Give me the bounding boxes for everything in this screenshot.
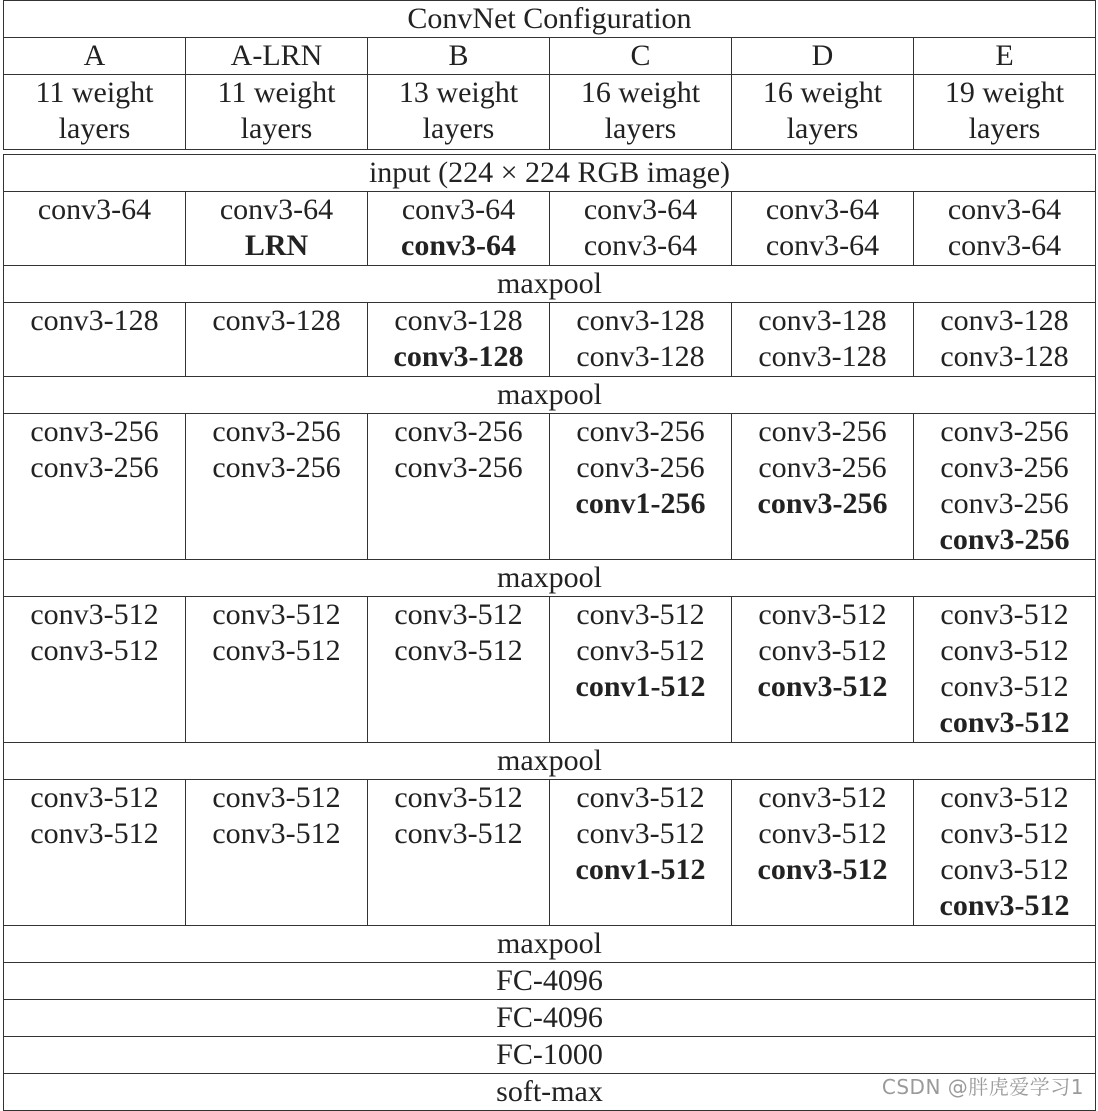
fc-row: [4, 963, 1096, 1000]
conv-cell: [4, 303, 186, 377]
conv-layer: conv3-64: [947, 229, 1062, 262]
conv-layer: conv3-128: [758, 304, 887, 337]
conv-layer: conv3-64: [219, 193, 334, 226]
conv-block-row: [4, 780, 1096, 926]
conv-layer: conv3-512: [30, 598, 159, 631]
maxpool-layer: maxpool: [4, 743, 1096, 780]
conv-block-row: [4, 192, 1096, 266]
column-name: A: [4, 38, 186, 75]
conv-layer: conv3-512: [394, 598, 523, 631]
conv-cell: [186, 303, 368, 377]
conv-layer: conv3-256: [30, 451, 159, 484]
conv-cell: [368, 597, 550, 743]
pool-row: [4, 266, 1096, 303]
conv-layer: conv3-256: [758, 451, 887, 484]
conv-layer: conv3-64: [401, 193, 516, 226]
conv-layer: conv3-512: [940, 853, 1069, 886]
conv-layer: conv3-64: [583, 193, 698, 226]
conv-layer: conv3-256: [940, 451, 1069, 484]
added-layer: conv1-256: [575, 487, 706, 520]
conv-layer: conv3-256: [576, 415, 705, 448]
conv-layer: conv3-512: [940, 781, 1069, 814]
conv-cell: [368, 414, 550, 560]
fc-layer: FC-4096: [4, 963, 1096, 1000]
maxpool-layer: maxpool: [4, 377, 1096, 414]
added-layer: conv3-512: [939, 889, 1070, 922]
conv-cell: [186, 780, 368, 926]
depth-line: layers: [422, 112, 495, 145]
column-depth: [4, 75, 186, 150]
column-name: B: [368, 38, 550, 75]
conv-block-row: [4, 597, 1096, 743]
added-layer: conv3-64: [401, 229, 516, 262]
conv-layer: conv3-512: [758, 781, 887, 814]
conv-layer: conv3-512: [212, 634, 341, 667]
conv-cell: [914, 414, 1096, 560]
added-layer: conv3-512: [939, 706, 1070, 739]
depth-line: 16 weight: [580, 76, 701, 109]
conv-layer: conv3-256: [394, 451, 523, 484]
depth-line: 11 weight: [35, 76, 154, 109]
conv-cell: [732, 780, 914, 926]
conv-layer: conv3-512: [576, 817, 705, 850]
conv-layer: conv3-512: [940, 817, 1069, 850]
fc-row: [4, 1000, 1096, 1037]
input-layer: input (224 × 224 RGB image): [4, 155, 1096, 192]
conv-layer: conv3-512: [212, 598, 341, 631]
added-layer: conv1-512: [575, 670, 706, 703]
column-depth: [550, 75, 732, 150]
conv-layer: conv3-64: [765, 193, 880, 226]
column-depth-row: [4, 75, 1096, 150]
conv-layer: conv3-256: [212, 415, 341, 448]
conv-layer: conv3-128: [394, 304, 523, 337]
conv-layer: conv3-256: [576, 451, 705, 484]
conv-layer: conv3-64: [947, 193, 1062, 226]
conv-cell: [4, 192, 186, 266]
column-name: D: [732, 38, 914, 75]
conv-layer: conv3-128: [212, 304, 341, 337]
conv-cell: [732, 597, 914, 743]
conv-layer: conv3-512: [394, 634, 523, 667]
watermark: CSDN @胖虎爱学习1: [881, 1075, 1084, 1099]
conv-layer: conv3-256: [758, 415, 887, 448]
conv-layer: conv3-512: [940, 634, 1069, 667]
conv-cell: [368, 780, 550, 926]
conv-cell: [4, 597, 186, 743]
conv-block-row: [4, 303, 1096, 377]
conv-layer: conv3-512: [394, 781, 523, 814]
pool-row: [4, 743, 1096, 780]
conv-cell: [914, 780, 1096, 926]
conv-layer: conv3-512: [576, 781, 705, 814]
conv-layer: conv3-512: [30, 817, 159, 850]
column-name-row: [4, 38, 1096, 75]
conv-layer: conv3-512: [940, 598, 1069, 631]
depth-line: layers: [240, 112, 313, 145]
conv-layer: conv3-256: [940, 415, 1069, 448]
column-name: A-LRN: [186, 38, 368, 75]
conv-layer: conv3-256: [940, 487, 1069, 520]
conv-layer: conv3-512: [758, 634, 887, 667]
conv-cell: [914, 597, 1096, 743]
depth-line: layers: [604, 112, 677, 145]
column-name: C: [550, 38, 732, 75]
conv-layer: conv3-512: [212, 781, 341, 814]
conv-layer: conv3-512: [758, 817, 887, 850]
depth-line: 19 weight: [944, 76, 1065, 109]
conv-layer: conv3-128: [940, 304, 1069, 337]
conv-layer: conv3-512: [576, 634, 705, 667]
conv-layer: conv3-128: [30, 304, 159, 337]
conv-layer: conv3-64: [37, 193, 152, 226]
conv-layer: conv3-256: [212, 451, 341, 484]
column-depth: [732, 75, 914, 150]
conv-cell: [4, 780, 186, 926]
conv-layer: conv3-512: [576, 598, 705, 631]
added-layer: conv3-256: [757, 487, 888, 520]
column-name: E: [914, 38, 1096, 75]
conv-cell: [186, 414, 368, 560]
depth-line: layers: [58, 112, 131, 145]
conv-layer: conv3-512: [758, 598, 887, 631]
conv-layer: conv3-128: [940, 340, 1069, 373]
maxpool-layer: maxpool: [4, 560, 1096, 597]
maxpool-layer: maxpool: [4, 266, 1096, 303]
conv-layer: conv3-512: [394, 817, 523, 850]
pool-row: [4, 926, 1096, 963]
conv-layer: conv3-64: [583, 229, 698, 262]
conv-layer: conv3-512: [30, 781, 159, 814]
table-title: ConvNet Configuration: [4, 1, 1096, 38]
conv-cell: [732, 192, 914, 266]
conv-cell: [550, 780, 732, 926]
conv-cell: [550, 192, 732, 266]
conv-cell: [186, 192, 368, 266]
conv-layer: conv3-512: [30, 634, 159, 667]
conv-layer: conv3-128: [576, 340, 705, 373]
pool-row: [4, 377, 1096, 414]
column-depth: [186, 75, 368, 150]
title-row: [4, 1, 1096, 38]
conv-cell: [550, 303, 732, 377]
depth-line: 13 weight: [398, 76, 519, 109]
fc-row: [4, 1037, 1096, 1074]
conv-cell: [732, 303, 914, 377]
conv-cell: [550, 414, 732, 560]
added-layer: conv1-512: [575, 853, 706, 886]
conv-block-row: [4, 414, 1096, 560]
conv-cell: [368, 303, 550, 377]
added-layer: LRN: [244, 229, 309, 262]
conv-layer: conv3-512: [212, 817, 341, 850]
conv-layer: conv3-256: [30, 415, 159, 448]
depth-line: layers: [786, 112, 859, 145]
depth-line: 16 weight: [762, 76, 883, 109]
depth-line: 11 weight: [217, 76, 336, 109]
added-layer: conv3-256: [939, 523, 1070, 556]
conv-cell: [914, 303, 1096, 377]
conv-cell: [550, 597, 732, 743]
conv-layer: conv3-512: [940, 670, 1069, 703]
conv-layer: conv3-128: [758, 340, 887, 373]
conv-cell: [732, 414, 914, 560]
conv-cell: [186, 597, 368, 743]
conv-layer: conv3-128: [576, 304, 705, 337]
conv-layer: conv3-64: [765, 229, 880, 262]
maxpool-layer: maxpool: [4, 926, 1096, 963]
conv-layer: conv3-256: [394, 415, 523, 448]
added-layer: conv3-128: [393, 340, 524, 373]
column-depth: [368, 75, 550, 150]
softmax-layer: soft-max: [4, 1074, 1096, 1111]
input-row: [4, 155, 1096, 192]
added-layer: conv3-512: [757, 853, 888, 886]
conv-cell: [914, 192, 1096, 266]
conv-cell: [4, 414, 186, 560]
added-layer: conv3-512: [757, 670, 888, 703]
fc-layer: FC-4096: [4, 1000, 1096, 1037]
column-depth: [914, 75, 1096, 150]
pool-row: [4, 560, 1096, 597]
fc-layer: FC-1000: [4, 1037, 1096, 1074]
depth-line: layers: [968, 112, 1041, 145]
convnet-config-table: [3, 0, 1096, 1111]
conv-cell: [368, 192, 550, 266]
